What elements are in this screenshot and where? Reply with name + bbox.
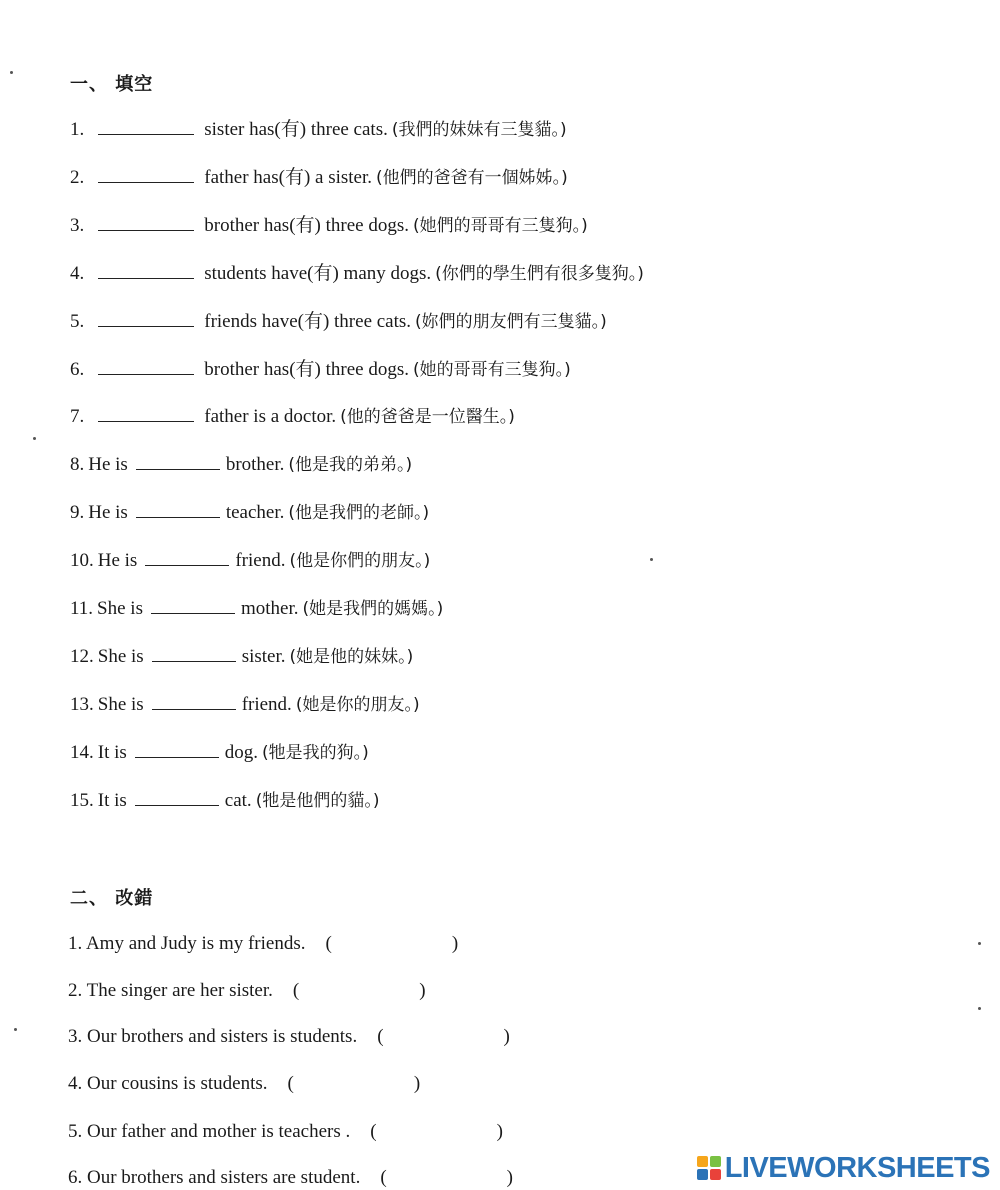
answer-blank[interactable]: [152, 645, 236, 662]
correction-item: [68, 931, 458, 956]
item-prefix: She is: [97, 693, 144, 715]
fill-in-item: [70, 214, 588, 238]
item-translation: (他是我的弟弟。): [288, 455, 413, 476]
answer-input[interactable]: [299, 978, 419, 996]
item-number: 4.: [70, 262, 85, 284]
item-number: 15.: [70, 789, 94, 811]
answer-input[interactable]: [387, 1165, 507, 1183]
answer-blank[interactable]: [136, 453, 220, 470]
scan-speck: [978, 942, 981, 945]
open-paren: (: [377, 1026, 384, 1047]
item-translation: (我們的妹妹有三隻貓。): [391, 120, 567, 140]
item-number: 8.: [70, 454, 85, 476]
item-text: teacher.: [225, 502, 285, 524]
item-translation: (他的爸爸是一位醫生。): [340, 407, 515, 428]
sentence-text: 1. Amy and Judy is my friends.: [68, 933, 306, 954]
item-translation: (牠是我的狗。): [262, 742, 369, 763]
item-translation: (妳們的朋友們有三隻貓。): [415, 311, 607, 332]
answer-blank[interactable]: [98, 310, 194, 327]
answer-input[interactable]: [332, 931, 452, 949]
correction-item: [68, 978, 426, 1003]
item-translation: (他是我們的老師。): [288, 503, 430, 524]
answer-blank[interactable]: [151, 597, 235, 614]
item-text: sister.: [241, 645, 286, 667]
sentence-text: 6. Our brothers and sisters are student.: [68, 1167, 361, 1188]
fill-in-item: [70, 118, 567, 142]
item-text: sister has(有) three cats.: [204, 119, 388, 140]
correction-item: [68, 1119, 503, 1144]
answer-blank[interactable]: [98, 358, 194, 375]
item-prefix: It is: [97, 789, 127, 811]
fill-in-item: [70, 453, 412, 477]
item-prefix: He is: [88, 502, 128, 524]
fill-in-item: [70, 262, 644, 286]
item-translation: (她是我們的媽媽。): [302, 599, 444, 619]
item-translation: (她們的哥哥有三隻狗。): [412, 215, 588, 236]
close-paren: ): [419, 980, 426, 1001]
liveworksheets-logo: [697, 1152, 990, 1184]
sentence-text: 4. Our cousins is students.: [68, 1073, 268, 1094]
item-text: friend.: [235, 550, 286, 572]
answer-blank[interactable]: [135, 789, 219, 806]
item-translation: (他是你們的朋友。): [289, 551, 431, 572]
item-prefix: He is: [97, 550, 138, 572]
answer-input[interactable]: [294, 1071, 414, 1089]
fill-in-item: [70, 693, 420, 717]
close-paren: ): [503, 1026, 510, 1047]
open-paren: (: [292, 980, 300, 1001]
item-text: brother.: [225, 454, 285, 476]
item-prefix: It is: [97, 741, 127, 763]
open-paren: (: [380, 1167, 387, 1188]
item-number: 11.: [70, 598, 94, 619]
item-text: students have(有) many dogs.: [204, 262, 432, 284]
item-number: 2.: [70, 166, 85, 188]
item-number: 3.: [70, 214, 85, 236]
item-number: 9.: [70, 502, 85, 524]
item-text: friends have(有) three cats.: [204, 310, 412, 332]
item-text: cat.: [224, 789, 252, 811]
answer-blank[interactable]: [98, 262, 194, 279]
sentence-text: 5. Our father and mother is teachers .: [68, 1121, 351, 1142]
scan-speck: [33, 437, 36, 440]
open-paren: (: [370, 1121, 377, 1142]
item-number: 6.: [70, 358, 85, 380]
correction-item: [68, 1071, 420, 1096]
item-text: brother has(有) three dogs.: [204, 214, 409, 236]
answer-blank[interactable]: [98, 118, 194, 135]
answer-input[interactable]: [384, 1024, 504, 1042]
item-translation: (她的哥哥有三隻狗。): [412, 359, 571, 380]
sentence-text: 3. Our brothers and sisters is students.: [68, 1026, 358, 1047]
fill-in-item: [70, 741, 369, 765]
answer-blank[interactable]: [98, 214, 194, 231]
answer-blank[interactable]: [136, 501, 220, 518]
close-paren: ): [413, 1073, 421, 1094]
item-text: brother has(有) three dogs.: [204, 358, 409, 380]
scan-speck: [10, 71, 13, 74]
item-text: mother.: [240, 598, 299, 619]
fill-in-item: [70, 405, 515, 429]
open-paren: (: [287, 1073, 294, 1094]
item-text: friend.: [241, 693, 292, 715]
fill-in-item: [70, 166, 568, 190]
sentence-text: 2. The singer are her sister.: [68, 980, 273, 1001]
item-number: 10.: [70, 550, 94, 572]
liveworksheets-logo-icon: [697, 1156, 721, 1180]
item-number: 7.: [70, 406, 85, 428]
answer-blank[interactable]: [98, 166, 194, 183]
fill-in-item: [70, 358, 571, 382]
logo-text: LIVEWORKSHEETS: [724, 1151, 990, 1184]
answer-input[interactable]: [377, 1119, 497, 1137]
item-text: dog.: [224, 741, 259, 763]
fill-in-item: [70, 645, 413, 669]
answer-blank[interactable]: [145, 549, 229, 566]
item-translation: (她是你的朋友。): [295, 694, 420, 715]
fill-in-item: [70, 789, 379, 813]
item-number: 13.: [70, 693, 94, 715]
fill-in-item: [70, 597, 443, 621]
fill-in-item: [70, 310, 607, 334]
open-paren: (: [325, 933, 332, 954]
scan-speck: [14, 1028, 17, 1031]
item-translation: (她是他的妹妹。): [289, 646, 414, 667]
item-number: 1.: [70, 119, 85, 140]
section1-title: 一、 填空: [70, 74, 154, 95]
item-prefix: He is: [88, 454, 128, 476]
correction-item: [68, 1165, 513, 1190]
close-paren: ): [496, 1121, 503, 1142]
item-number: 14.: [70, 741, 94, 763]
item-translation: (你們的學生們有很多隻狗。): [435, 263, 644, 284]
item-number: 5.: [70, 310, 85, 332]
scan-speck: [650, 558, 653, 561]
item-prefix: She is: [97, 598, 143, 619]
close-paren: ): [506, 1167, 513, 1188]
item-text: father is a doctor.: [204, 406, 337, 428]
correction-item: [68, 1024, 510, 1049]
close-paren: ): [451, 933, 459, 954]
answer-blank[interactable]: [152, 693, 236, 710]
item-translation: (他們的爸爸有一個姊姊。): [376, 167, 568, 188]
item-number: 12.: [70, 645, 94, 667]
answer-blank[interactable]: [98, 405, 194, 422]
answer-blank[interactable]: [135, 741, 219, 758]
fill-in-item: [70, 501, 429, 525]
section2-title: 二、 改錯: [70, 888, 154, 909]
item-prefix: She is: [97, 645, 144, 667]
item-text: father has(有) a sister.: [204, 166, 373, 188]
fill-in-item: [70, 549, 430, 573]
item-translation: (牠是他們的貓。): [255, 790, 380, 811]
scan-speck: [978, 1007, 981, 1010]
